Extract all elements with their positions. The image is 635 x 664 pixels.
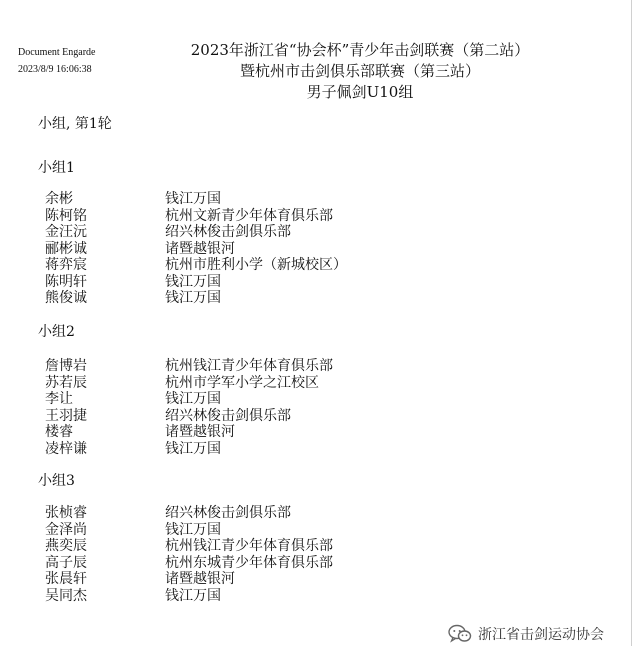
fencer-club: 诸暨越银河 bbox=[165, 424, 235, 440]
fencer-club: 杭州东城青少年体育俱乐部 bbox=[165, 554, 333, 571]
document-timestamp: 2023/8/9 16:06:38 bbox=[18, 64, 92, 75]
fencer-club: 杭州钱江青少年体育俱乐部 bbox=[165, 538, 333, 554]
fencer-name: 陈明轩 bbox=[45, 273, 87, 290]
entry-row bbox=[45, 224, 445, 241]
fencer-name: 王羽捷 bbox=[45, 407, 87, 424]
group-entries bbox=[45, 358, 445, 457]
entry-row bbox=[45, 571, 445, 588]
title-line-2: 暨杭州市击剑俱乐部联赛（第三站） bbox=[239, 62, 480, 80]
fencer-club: 杭州钱江青少年体育俱乐部 bbox=[165, 358, 333, 374]
group-entries bbox=[45, 505, 445, 604]
fencer-name: 余彬 bbox=[45, 191, 73, 207]
fencer-club: 钱江万国 bbox=[165, 191, 221, 207]
fencer-name: 陈柯铭 bbox=[45, 207, 87, 224]
entry-row bbox=[45, 441, 445, 458]
fencer-name: 詹博岩 bbox=[45, 358, 87, 374]
entry-row bbox=[45, 358, 445, 375]
entry-row bbox=[45, 241, 445, 258]
entry-row bbox=[45, 538, 445, 555]
watermark bbox=[448, 622, 604, 646]
fencer-club: 钱江万国 bbox=[165, 391, 221, 407]
entry-row bbox=[45, 290, 445, 307]
entry-row bbox=[45, 424, 445, 441]
group-title: 小组1 bbox=[38, 160, 75, 176]
fencer-club: 杭州市胜利小学（新城校区） bbox=[165, 257, 347, 273]
document-source: Document Engarde bbox=[18, 47, 96, 58]
group-1 bbox=[38, 158, 458, 306]
entry-row bbox=[45, 391, 445, 408]
page-edge bbox=[631, 0, 632, 646]
round-label: 小组, 第1轮 bbox=[38, 116, 112, 132]
group-2 bbox=[38, 322, 458, 457]
fencer-name: 吴同杰 bbox=[45, 587, 87, 604]
title-line-1: 2023年浙江省“协会杯”青少年击剑联赛（第二站） bbox=[190, 41, 530, 59]
fencer-club: 诸暨越银河 bbox=[165, 240, 235, 257]
fencer-name: 燕奕辰 bbox=[45, 538, 87, 554]
fencer-name: 张桢睿 bbox=[45, 505, 87, 521]
fencer-name: 张晨轩 bbox=[45, 571, 87, 587]
fencer-name: 楼睿 bbox=[45, 424, 73, 440]
fencer-name: 高子辰 bbox=[45, 554, 87, 571]
group-title: 小组2 bbox=[38, 324, 75, 340]
fencer-name: 熊俊诚 bbox=[45, 290, 87, 306]
fencer-name: 金泽尚 bbox=[45, 521, 87, 538]
entry-row bbox=[45, 522, 445, 539]
fencer-club: 钱江万国 bbox=[165, 273, 221, 290]
fencer-club: 钱江万国 bbox=[165, 290, 221, 306]
fencer-club: 钱江万国 bbox=[165, 587, 221, 604]
fencer-club: 钱江万国 bbox=[165, 521, 221, 538]
entry-row bbox=[45, 408, 445, 425]
group-entries bbox=[45, 191, 445, 307]
fencer-club: 杭州市学军小学之江校区 bbox=[165, 374, 319, 391]
entry-row bbox=[45, 555, 445, 572]
document-title bbox=[150, 40, 570, 103]
fencer-name: 苏若辰 bbox=[45, 374, 87, 391]
fencer-name: 金汪沅 bbox=[45, 224, 87, 240]
entry-row bbox=[45, 505, 445, 522]
fencer-club: 诸暨越银河 bbox=[165, 571, 235, 587]
fencer-name: 凌梓谦 bbox=[45, 440, 87, 457]
fencer-club: 绍兴林俊击剑俱乐部 bbox=[165, 407, 291, 424]
fencer-club: 绍兴林俊击剑俱乐部 bbox=[165, 224, 291, 240]
fencer-name: 郦彬诚 bbox=[45, 240, 87, 257]
watermark-text: 浙江省击剑运动协会 bbox=[478, 627, 604, 643]
fencer-club: 杭州文新青少年体育俱乐部 bbox=[165, 207, 333, 224]
fencer-club: 绍兴林俊击剑俱乐部 bbox=[165, 505, 291, 521]
fencer-name: 蒋弈宸 bbox=[45, 257, 87, 273]
title-line-3: 男子佩剑U10组 bbox=[306, 83, 414, 101]
group-title: 小组3 bbox=[38, 473, 75, 489]
entry-row bbox=[45, 588, 445, 605]
entry-row bbox=[45, 375, 445, 392]
entry-row bbox=[45, 191, 445, 208]
entry-row bbox=[45, 208, 445, 225]
wechat-icon bbox=[448, 624, 472, 644]
group-3 bbox=[38, 471, 458, 604]
entry-row bbox=[45, 257, 445, 274]
entry-row bbox=[45, 274, 445, 291]
fencer-club: 钱江万国 bbox=[165, 440, 221, 457]
fencer-name: 李让 bbox=[45, 391, 73, 407]
